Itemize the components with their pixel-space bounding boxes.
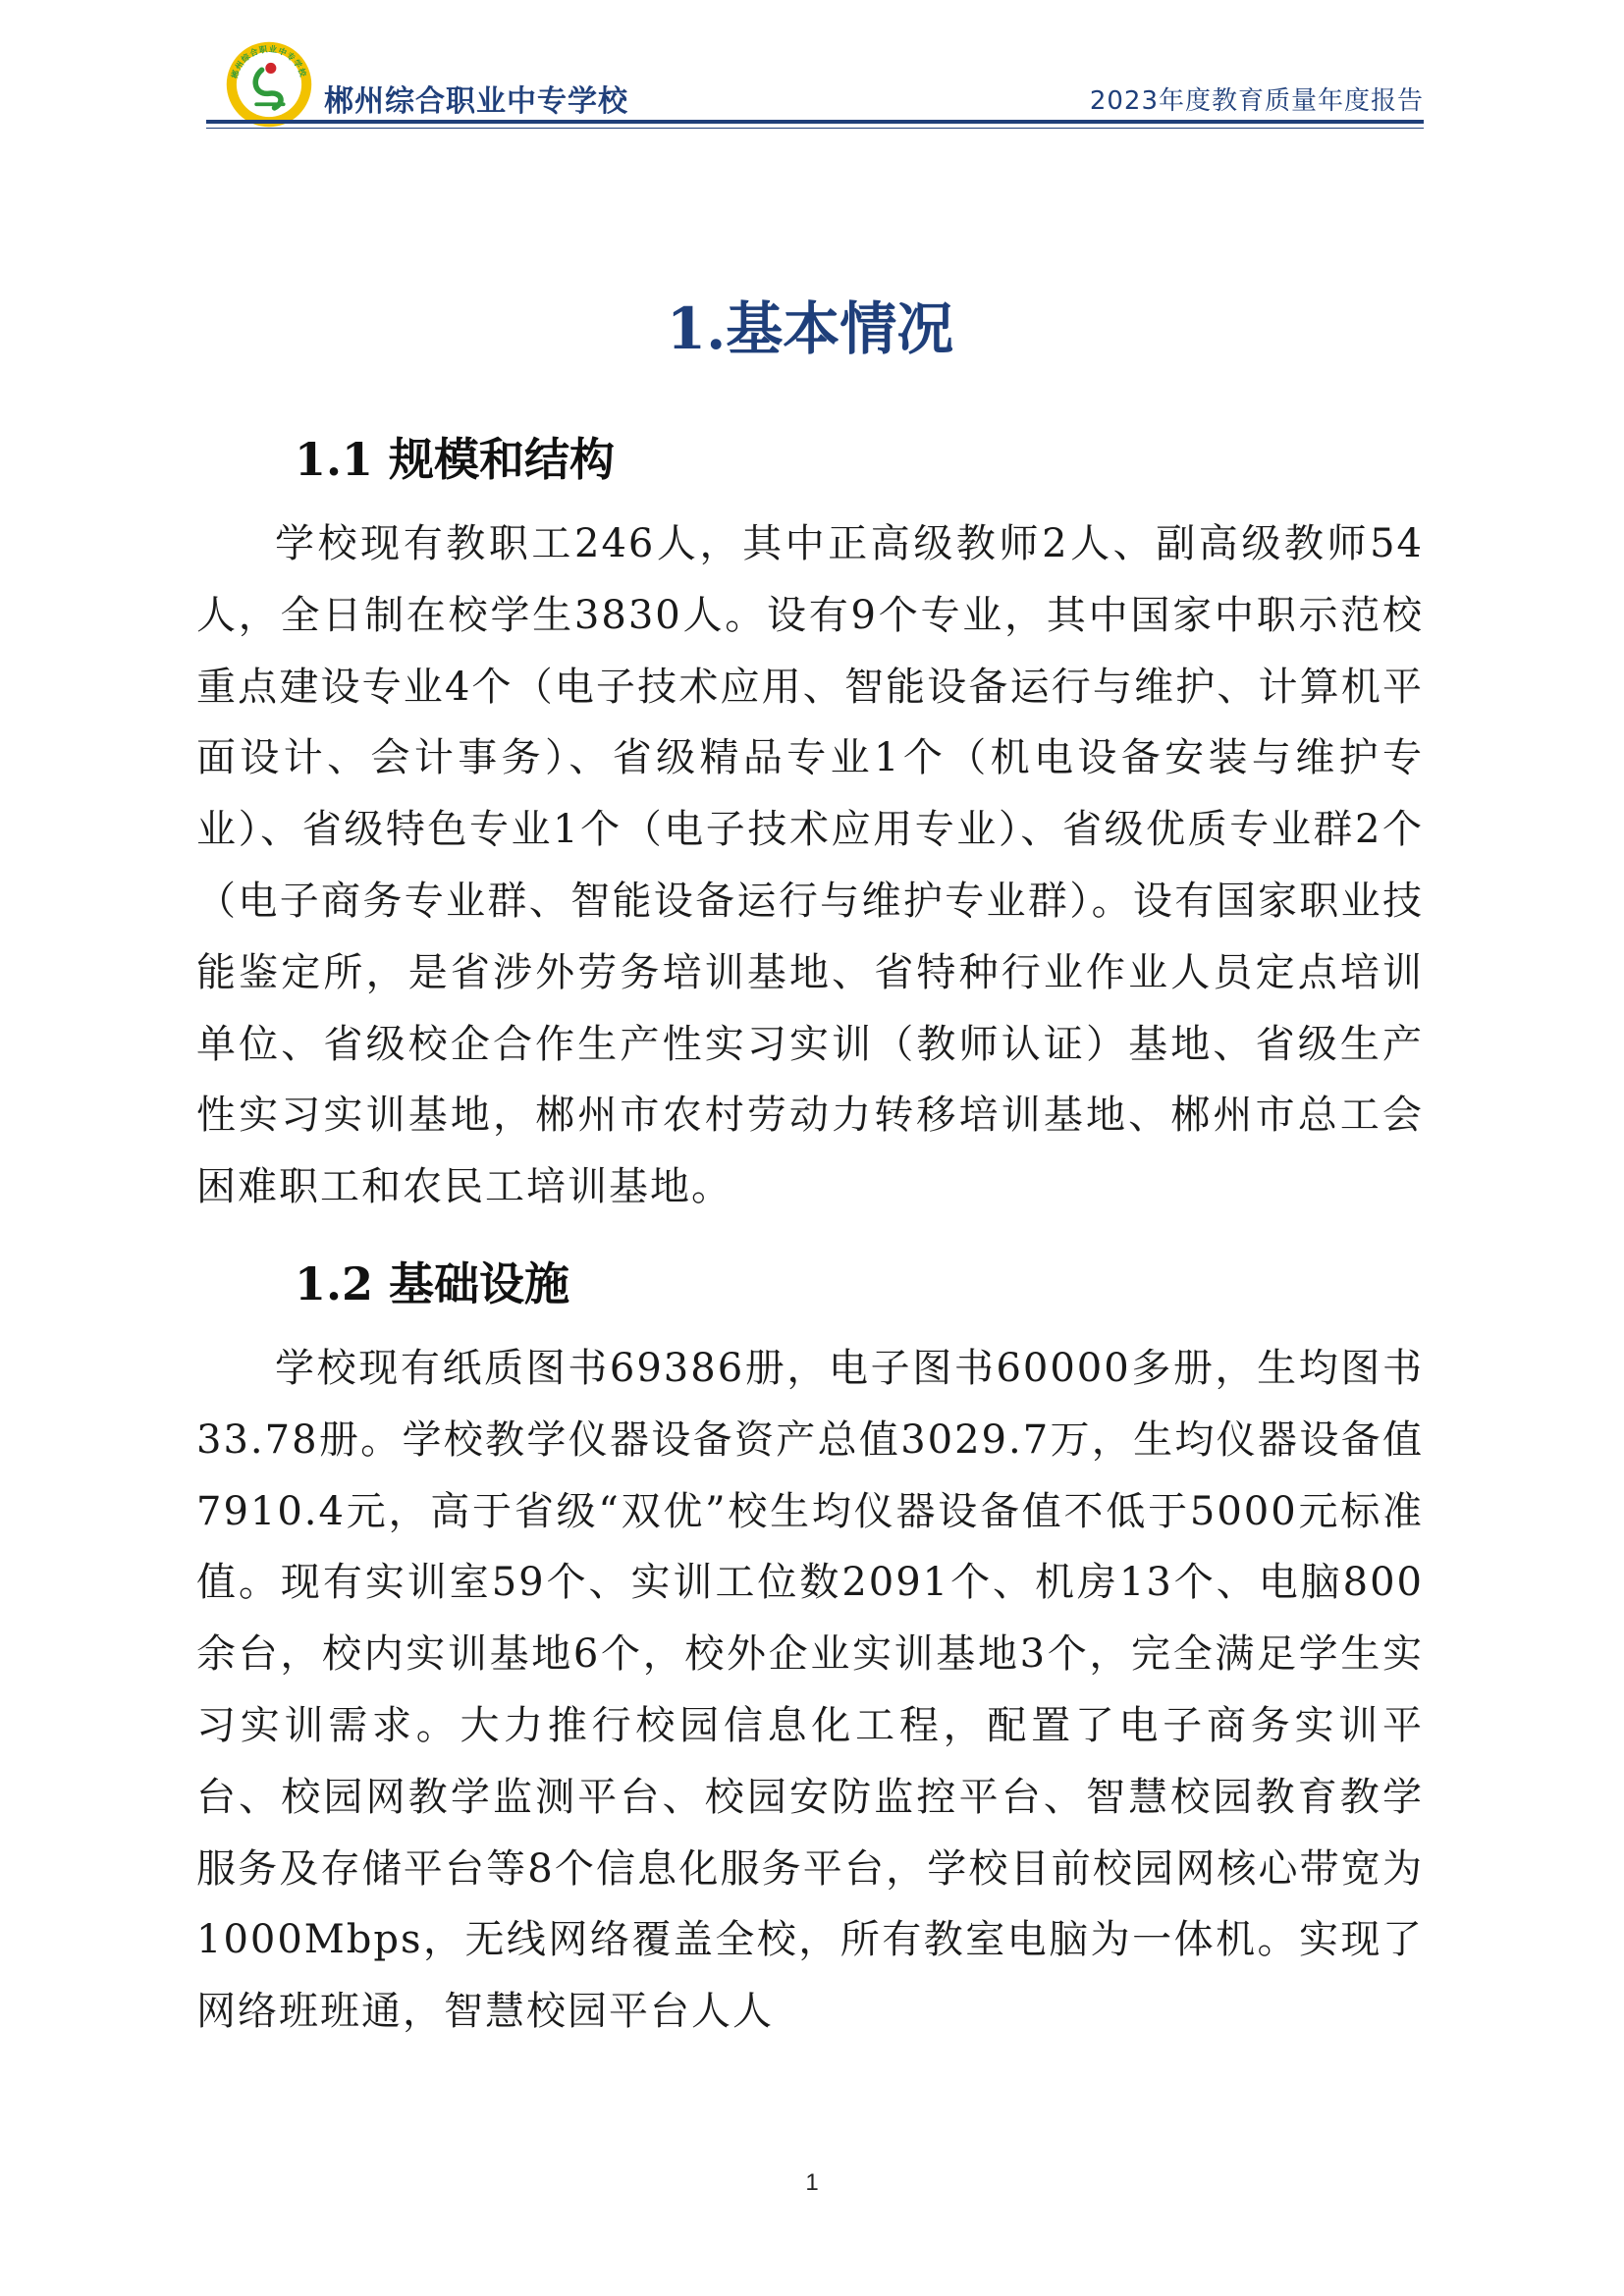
- page-content: [196, 285, 1424, 2071]
- header-rule: [206, 120, 1424, 124]
- page-header: [196, 39, 1424, 130]
- section-title-scale: 1.1 规模和结构: [295, 433, 616, 486]
- report-title: 2023年度教育质量年度报告: [1089, 86, 1424, 116]
- school-logo-icon: [224, 39, 314, 130]
- page-number: 1: [805, 2169, 819, 2196]
- svg-text:郴州综合职业中专学校: 郴州综合职业中专学校: [229, 43, 309, 80]
- section-title-infrastructure: 1.2 基础设施: [295, 1256, 570, 1310]
- section-paragraph-scale: 学校现有教职工246人，其中正高级教师2人、副高级教师54人，全日制在校学生3830人。设有9个专业，其中国家中职示范校重点建设专业4个（电子技术应用、智能设备运行与维护、计算机平面设计、会计事务）、省级精品专业1个（机电设备安装与维护专业）、省级特色专业1个（电子技术应用专业）、省级优质专业群2个（电子商务专业群、智能设备运行与维护专业群）。设有国家职业技能鉴定所，是省涉外劳务培训基地、省特种行业作业人员定点培训单位、省级校企合作生产性实习实训（教师认证）基地、省级生产性实习实训基地，郴州市农村劳动力转移培训基地、郴州市总工会困难职工和农民工培训基地。: [196, 521, 1424, 1210]
- header-rule-thin: [206, 128, 1424, 129]
- chapter-title: 1.基本情况: [666, 295, 954, 362]
- section-paragraph-infrastructure: 学校现有纸质图书69386册，电子图书60000多册，生均图书33.78册。学校教学仪器设备资产总值3029.7万，生均仪器设备值7910.4元，高于省级“双优”校生均仪器设备值不低于5000元标准值。现有实训室59个、实训工位数2091个、机房13个、电脑800余台，校内实训基地6个，校外企业实训基地3个，完全满足学生实习实训需求。大力推行校园信息化工程，配置了电子商务实训平台、校园网教学监测平台、校园安防监控平台、智慧校园教育教学服务及存储平台等8个信息化服务平台，学校目前校园网核心带宽为1000Mbps，无线网络覆盖全校，所有教室电脑为一体机。实现了网络班班通，智慧校园平台人人: [196, 1345, 1424, 2035]
- school-name: 郴州综合职业中专学校: [324, 84, 628, 119]
